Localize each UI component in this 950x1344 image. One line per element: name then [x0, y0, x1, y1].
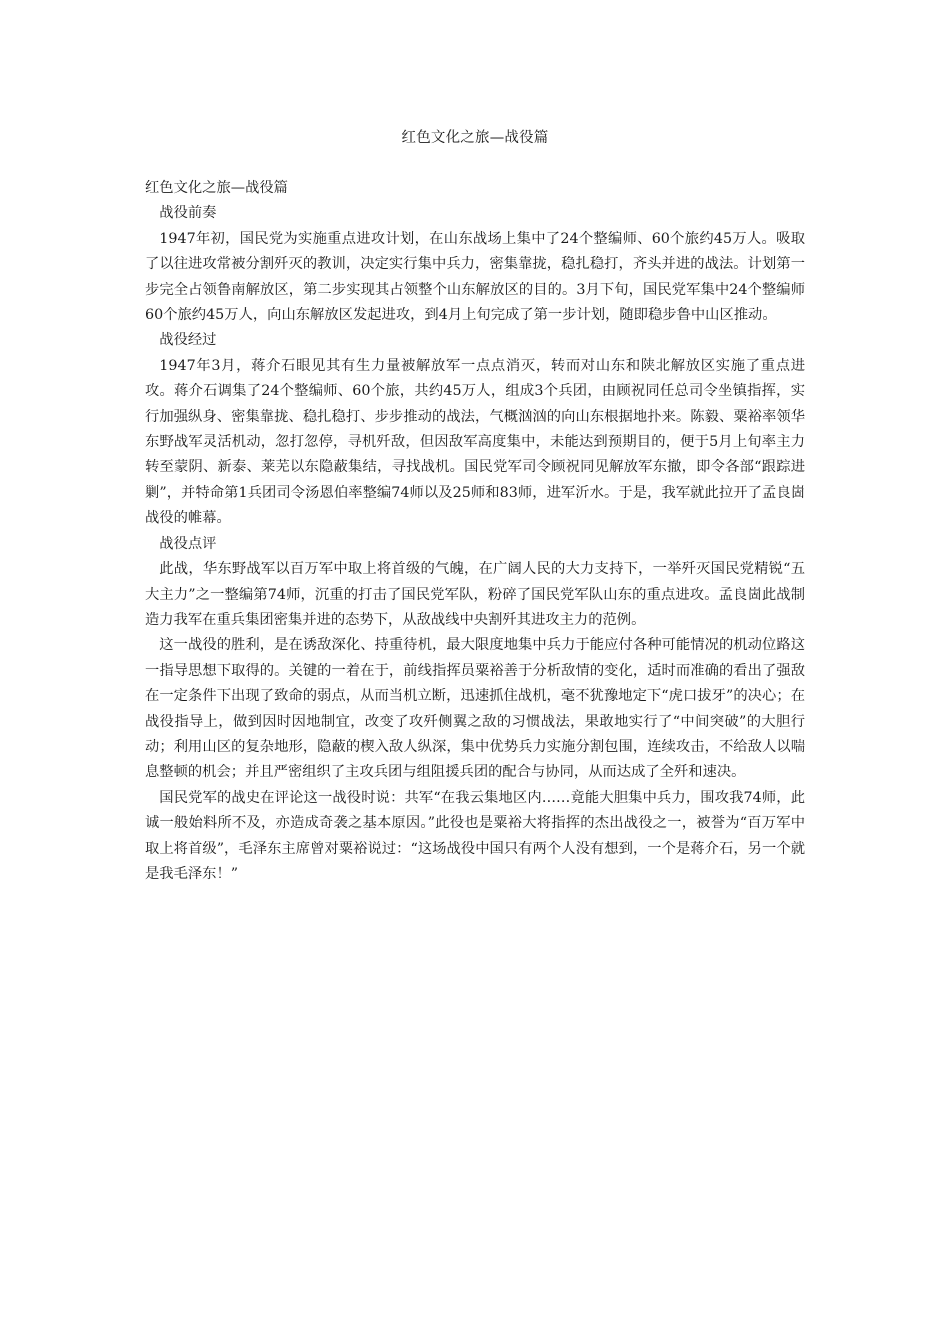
paragraph-review-1: 此战，华东野战军以百万军中取上将首级的气魄，在广阔人民的大力支持下，一举歼灭国民党精锐“五大主力”之一整编第74师，沉重的打击了国民党军队，粉碎了国民党军队山东的重点进攻。孟良崮此战制造力我军在重兵集团密集并进的态势下，从敌战线中央割歼其进攻主力的范例。 — [145, 561, 805, 628]
document-body — [145, 176, 805, 887]
paragraph-prelude: 1947年初，国民党为实施重点进攻计划，在山东战场上集中了24个整编师、60个旅约45万人。吸取了以往进攻常被分割歼灭的教训，决定实行集中兵力，密集靠拢，稳扎稳打，齐头并进的战法。计划第一步完全占领鲁南解放区，第二步实现其占领整个山东解放区的目的。3月下旬，国民党军集中24个整编师60个旅约45万人，向山东解放区发起进攻，到4月上旬完成了第一步计划，随即稳步鲁中山区推动。 — [145, 230, 805, 324]
document-title: 红色文化之旅—战役篇 — [401, 130, 549, 146]
section-heading-course: 战役经过 — [159, 332, 217, 349]
paragraph-review-2: 这一战役的胜利，是在诱敌深化、持重待机，最大限度地集中兵力于能应付各种可能情况的机动位路这一指导思想下取得的。关键的一着在于，前线指挥员粟裕善于分析敌情的变化，适时而准确的看出了强敌在一定条件下出现了致命的弱点，从而当机立断，迅速抓住战机，毫不犹豫地定下“虎口拔牙”的决心；在战役指导上，做到因时因地制宜，改变了攻歼侧翼之敌的习惯战法，果敢地实行了“中间突破”的大胆行动；利用山区的复杂地形，隐蔽的楔入敌人纵深，集中优势兵力实施分割包围，连续攻击，不给敌人以喘息整顿的机会；并且严密组织了主攻兵团与组阻援兵团的配合与协同，从而达成了全歼和速决。 — [145, 637, 805, 781]
paragraph-review-3: 国民党军的战史在评论这一战役时说：共军“在我云集地区内……竟能大胆集中兵力，围攻我74师，此诚一般始料所不及，亦造成奇袭之基本原因。”此役也是粟裕大将指挥的杰出战役之一，被誉为“百万军中取上将首级”，毛泽东主席曾对粟裕说过：“这场战役中国只有两个人没有想到，一个是蒋介石，另一个就是我毛泽东！” — [145, 789, 805, 882]
section-heading-review: 战役点评 — [159, 535, 217, 552]
section-heading-prelude: 战役前奏 — [159, 205, 217, 222]
paragraph-course: 1947年3月，蒋介石眼见其有生力量被解放军一点点消灭，转而对山东和陕北解放区实施了重点进攻。蒋介石调集了24个整编师、60个旅，共约45万人，组成3个兵团，由顾祝同任总司令坐镇指挥，实行加强纵身、密集靠拢、稳扎稳打、步步推动的战法，气概汹汹的向山东根据地扑来。陈毅、粟裕率领华东野战军灵活机动，忽打忽停，寻机歼敌，但因敌军高度集中，未能达到预期目的，便于5月上旬率主力转至蒙阴、新泰、莱芜以东隐蔽集结，寻找战机。国民党军司令顾祝同见解放军东撤，即令各部“跟踪进剿”，并特命第1兵团司令汤恩伯率整编74师以及25师和83师，进军沂水。于是，我军就此拉开了孟良崮战役的帷幕。 — [145, 357, 805, 527]
body-heading: 红色文化之旅—战役篇 — [145, 180, 288, 196]
